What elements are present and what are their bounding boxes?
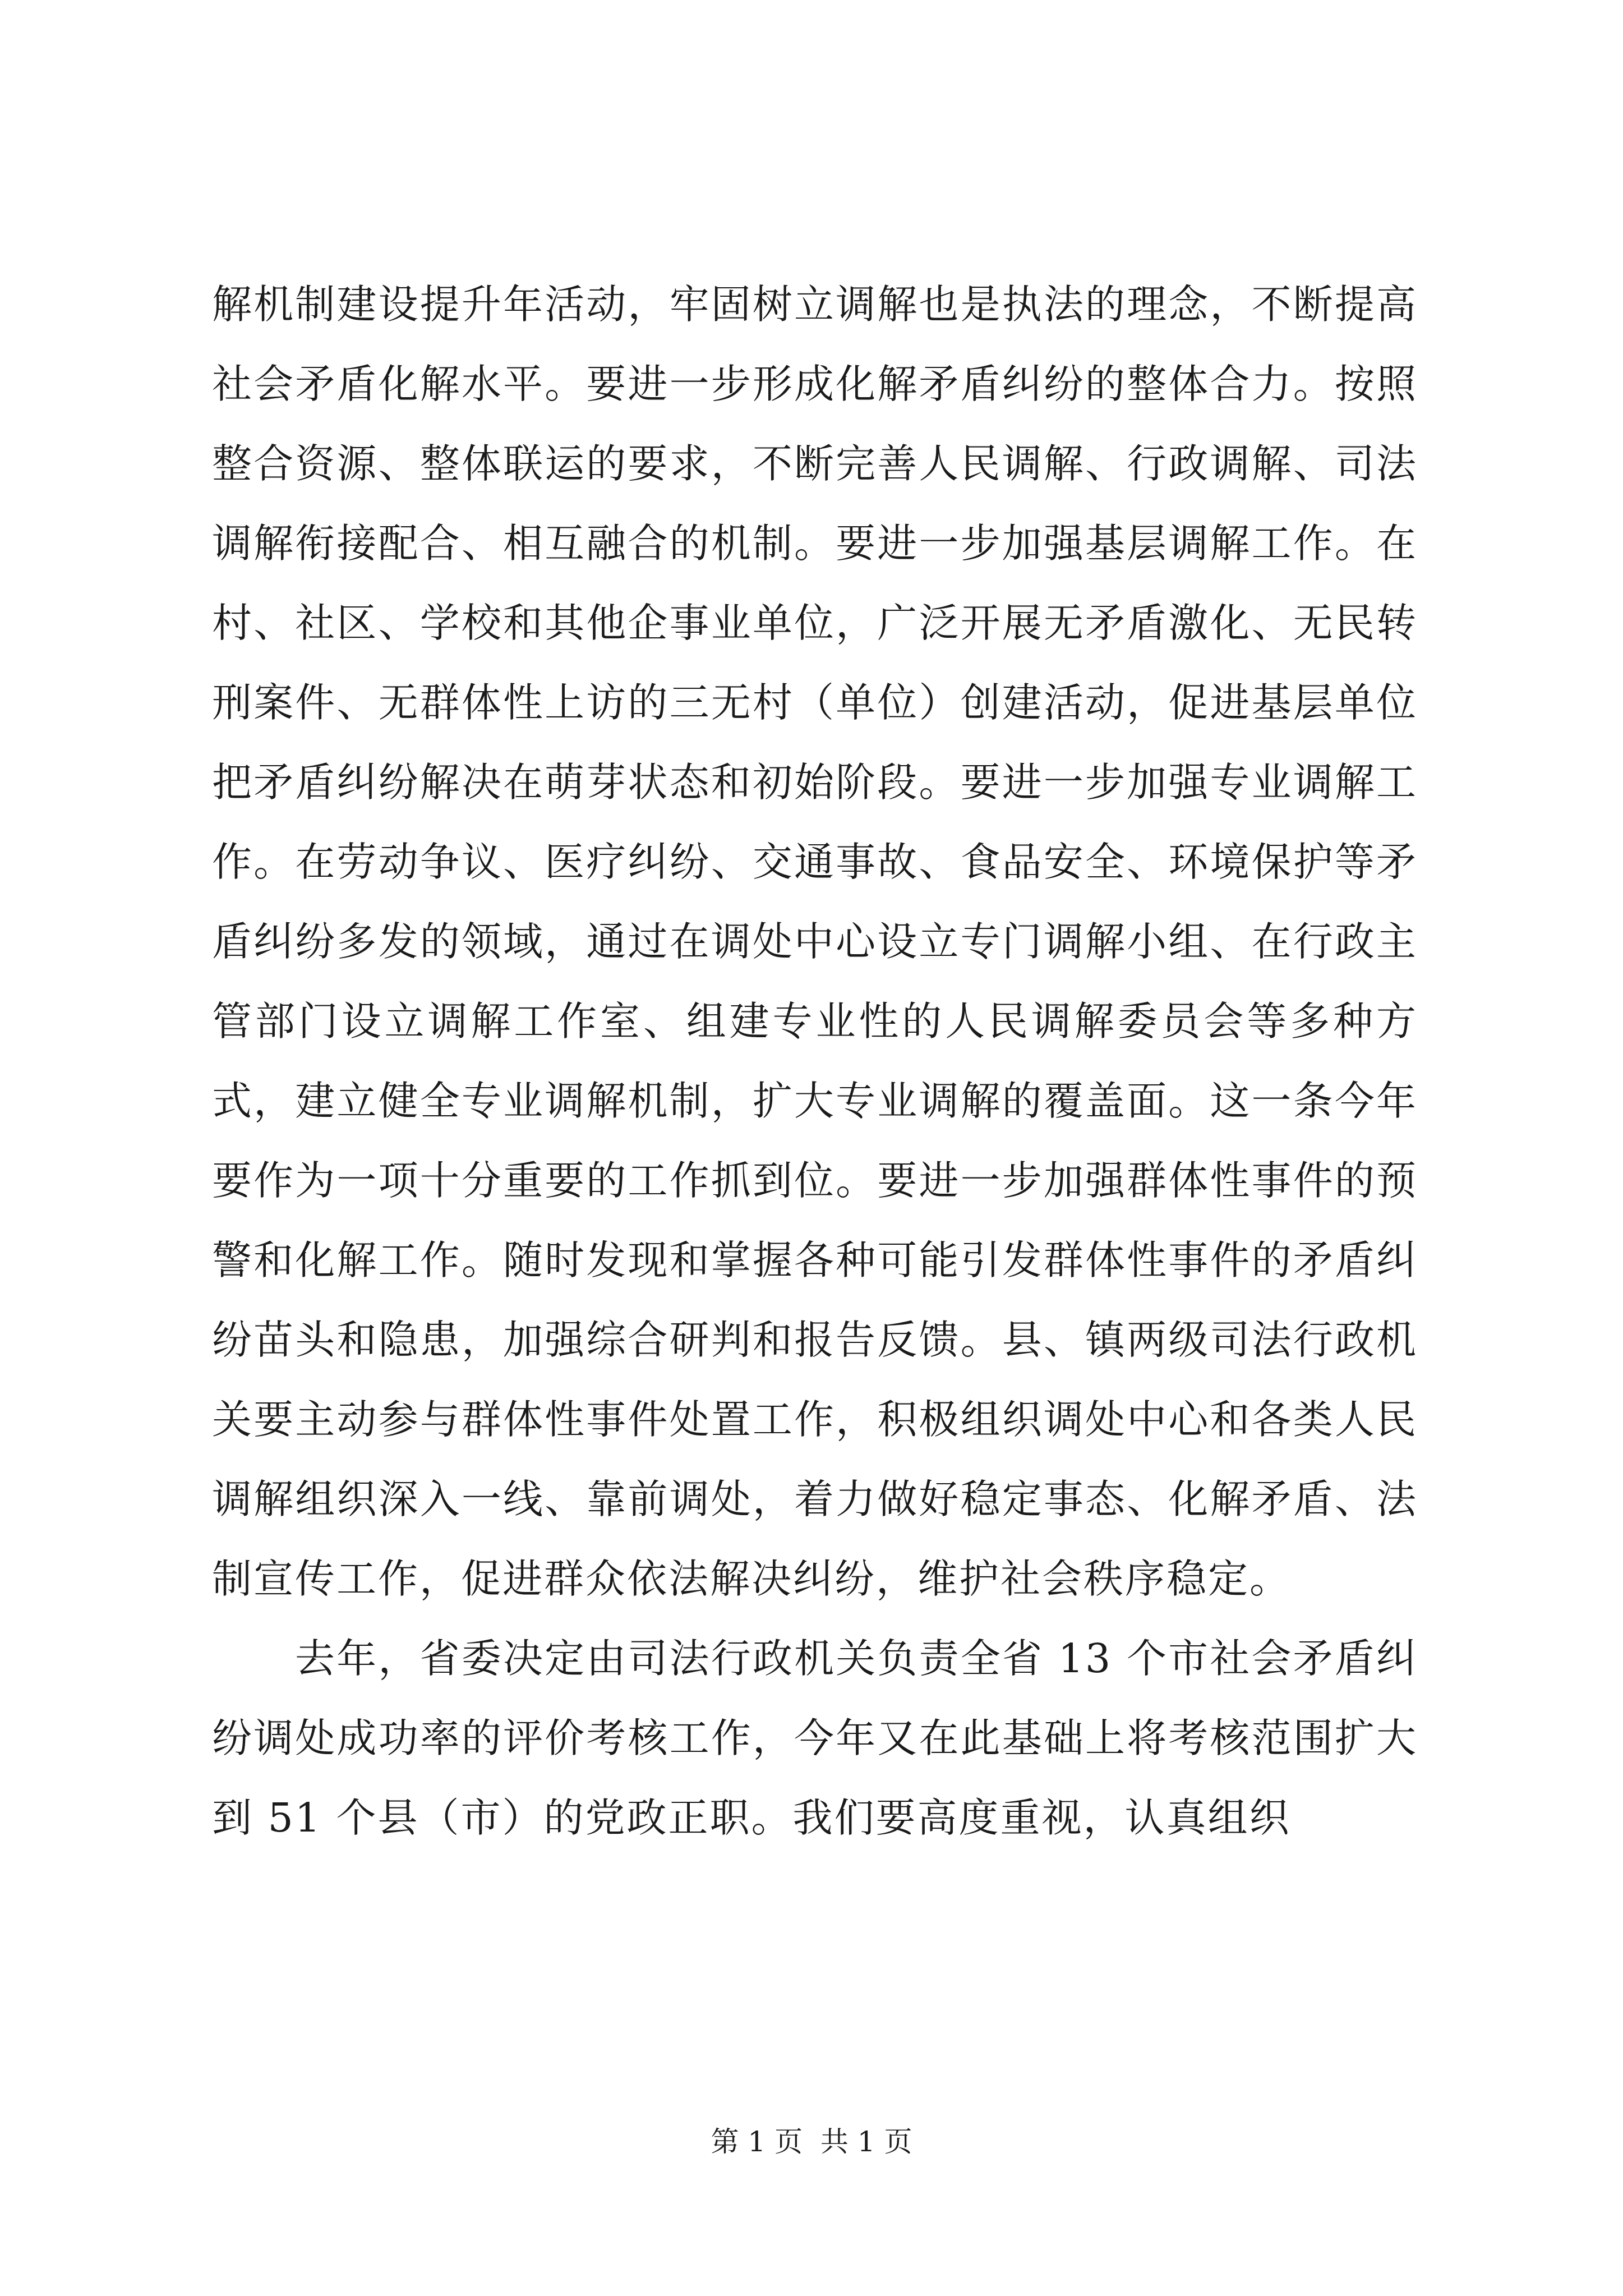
document-body <box>212 265 1418 1858</box>
page-number-footer: 第 1 页 共 1 页 <box>711 2125 912 2158</box>
paragraph-continuation: 解机制建设提升年活动，牢固树立调解也是执法的理念，不断提高社会矛盾化解水平。要进一步形成化解矛盾纠纷的整体合力。按照整合资源、整体联运的要求，不断完善人民调解、行政调解、司法调解衔接配合、相互融合的机制。要进一步加强基层调解工作。在村、社区、学校和其他企事业单位，广泛开展无矛盾激化、无民转刑案件、无群体性上访的三无村（单位）创建活动，促进基层单位把矛盾纠纷解决在萌芽状态和初始阶段。要进一步加强专业调解工作。在劳动争议、医疗纠纷、交通事故、食品安全、环境保护等矛盾纠纷多发的领域，通过在调处中心设立专门调解小组、在行政主管部门设立调解工作室、组建专业性的人民调解委员会等多种方式，建立健全专业调解机制，扩大专业调解的覆盖面。这一条今年要作为一项十分重要的工作抓到位。要进一步加强群体性事件的预警和化解工作。随时发现和掌握各种可能引发群体性事件的矛盾纠纷苗头和隐患，加强综合研判和报告反馈。县、镇两级司法行政机关要主动参与群体性事件处置工作，积极组织调处中心和各类人民调解组织深入一线、靠前调处，着力做好稳定事态、化解矛盾、法制宣传工作，促进群众依法解决纠纷，维护社会秩序稳定。 <box>212 281 1418 1602</box>
paragraph-assessment: 去年，省委决定由司法行政机关负责全省 13 个市社会矛盾纠纷调处成功率的评价考核工作，今年又在此基础上将考核范围扩大到 51 个县（市）的党政正职。我们要高度重视，认真组织 <box>212 1635 1418 1841</box>
